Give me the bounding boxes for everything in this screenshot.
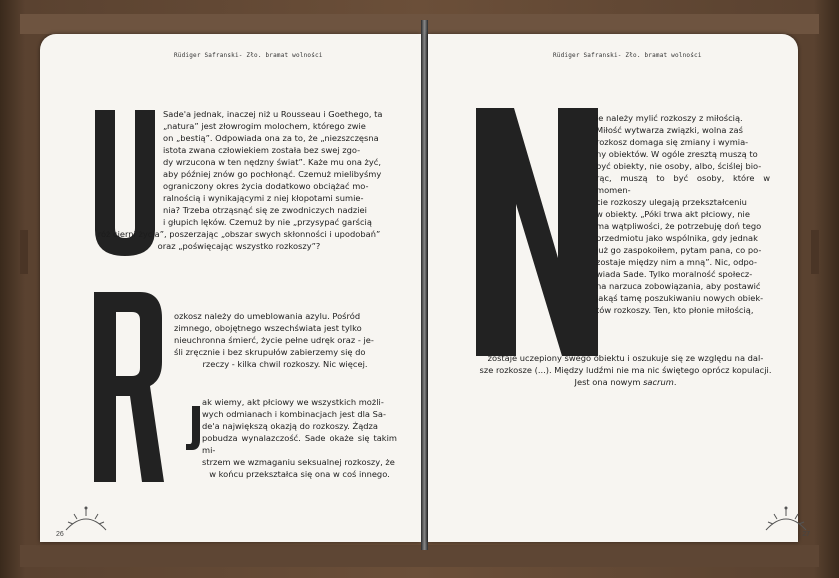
cover-top-edge <box>20 14 819 34</box>
left-paragraph-1 <box>163 108 395 228</box>
text-line: zostaje między nim a mną”. Nic, odpo- <box>596 257 757 267</box>
text-line: jakąś tamę poszukiwaniu nowych obiek- <box>596 293 764 303</box>
left-paragraph-2 <box>174 310 396 370</box>
text-line: zostaje uczepiony swego obiektu i oszukuje się ze względu na dal- <box>487 353 764 363</box>
compass-ornament-left <box>62 506 110 532</box>
text-line: Sade'a jednak, inaczej niż u Rousseau i Goethego, ta <box>163 109 383 119</box>
text-line: ma wątpliwości, że potrzebuję doń tego <box>596 221 762 231</box>
text-line: być obiekty, nie osoby, albo, ściślej bio- <box>596 161 762 171</box>
text-line: ie należy mylić rozkoszy z miłością. <box>596 113 743 123</box>
text-line: wych odmianach i kombinacjach jest dla Sa- <box>202 409 386 419</box>
right-paragraph <box>596 112 770 316</box>
drop-cap-n <box>476 108 600 358</box>
text-line: pobudza wynalazczość. Sade okaże się takim mi- <box>202 433 397 455</box>
running-header-right: Rüdiger Safranski- Zło. bramat wolności <box>553 52 702 59</box>
text-line: i głupich lęków. Czemuż by nie „przysypać garścią <box>163 217 372 227</box>
text-line: w obiekty. „Póki trwa akt płciowy, nie <box>596 209 750 219</box>
text-line: cie rozkoszy ulegają przekształceniu <box>596 197 747 207</box>
text-line: rzeczy - kilka chwil rozkoszy. Nic więcej. <box>202 359 368 369</box>
italic-word: sacrum <box>643 377 674 387</box>
text-line: zimnego, obojętnego wszechświata jest tylko <box>174 323 362 333</box>
text-line: oraz „poświęcając wszystko rozkoszy”? <box>157 241 321 251</box>
text-line: wiada Sade. Tylko moralność społecz- <box>596 269 753 279</box>
text-line: tów rozkoszy. Ten, kto płonie miłością, <box>596 305 754 315</box>
text-line: istota zwana człowiekiem została bez swej zgo- <box>163 145 361 155</box>
right-page <box>428 34 810 542</box>
page-number-right: 27 <box>802 531 810 538</box>
cover-tab-left <box>20 230 28 274</box>
text-line: „natura” jest złowrogim molochem, którego zwie <box>163 121 366 131</box>
text-line: nia? Trzeba otrząsnąć się ze zwodniczych nadziei <box>163 205 367 215</box>
text-line: ograniczony okres życia dodatkowo obciążać mo- <box>163 181 369 191</box>
left-page <box>40 34 421 542</box>
left-paragraph-3 <box>202 396 397 480</box>
text-line: w końcu przekształca się ona w coś innego. <box>209 469 390 479</box>
text-span: . <box>673 377 677 387</box>
left-paragraph-1-tail <box>80 228 398 252</box>
text-line: ralnością i wynikającymi z niej kłopotami sumie- <box>163 193 364 203</box>
cover-tab-right <box>811 230 819 274</box>
text-line: przedmiotu jako wspólnika, gdy jednak <box>596 233 758 243</box>
page-number-left: 26 <box>56 531 64 538</box>
text-line: rozkosz domaga się zmiany i wymia- <box>596 137 749 147</box>
text-line: aby później znów go pochłonąć. Czemuż mielibyśmy <box>163 169 382 179</box>
drop-cap-j <box>186 406 200 450</box>
text-line: dy wrzucona w ten nędzny świat”. Każe mu ona żyć, <box>163 157 382 167</box>
compass-ornament-right <box>762 506 810 532</box>
drop-cap-r <box>92 292 164 482</box>
text-line <box>478 376 773 388</box>
right-paragraph-tail <box>478 352 773 388</box>
text-line: ak wiemy, akt płciowy we wszystkich możli- <box>202 397 384 407</box>
text-line: śli zręcznie i bez skrupułów zabierzemy się do <box>174 347 366 357</box>
book-gutter <box>421 20 428 550</box>
running-header-left: Rüdiger Safranski- Zło. bramat wolności <box>174 52 323 59</box>
text-line: on „bestią”. Odpowiada ona za to, że „niezszczęsna <box>163 133 379 143</box>
text-span: Jest ona nowym <box>574 377 644 387</box>
text-line: już go zaspokoiłem, pytam pana, co po- <box>596 245 762 255</box>
text-line: na narzuca zobowiązania, aby postawić <box>596 281 761 291</box>
text-line: ozkosz należy do umeblowania azylu. Pośród <box>174 311 361 321</box>
text-line: Miłość wytwarza związki, wolna zaś <box>596 125 743 135</box>
cover-bottom-edge <box>20 545 819 567</box>
text-line: nieuchronna śmierć, życie pełne udręk oraz - je- <box>174 335 374 345</box>
text-line: ny obiektów. W ogóle zresztą muszą to <box>596 149 758 159</box>
text-line: de'a największą okazją do rozkoszy. Żądza <box>202 421 379 431</box>
text-line: strzem we wzmaganiu seksualnej rozkoszy, że <box>202 457 395 467</box>
text-line: róż cierni życia”, poszerzając „obszar swych skłonności i upodobań” <box>97 229 381 239</box>
text-line: sze rozkosze (...). Między ludźmi nie ma nic świętego oprócz kopulacji. <box>479 365 772 375</box>
text-line: rąc, muszą to być osoby, które w momen- <box>596 173 770 195</box>
